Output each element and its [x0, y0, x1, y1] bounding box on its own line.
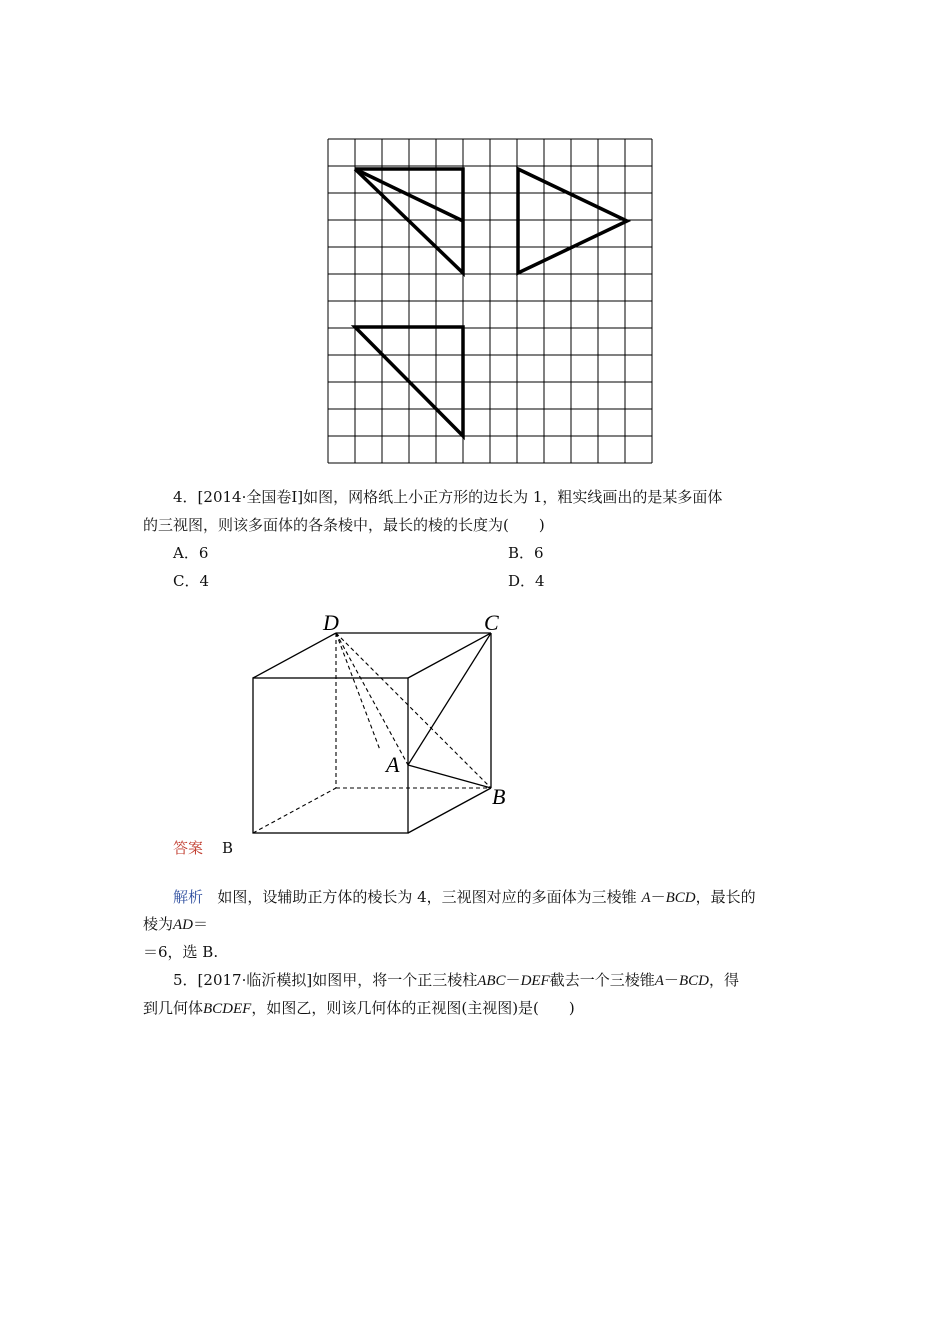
analysis-line1: 解析 如图，设辅助正方体的棱长为 4，三视图对应的多面体为三棱锥 A－BCD，最长的 [173, 888, 756, 906]
option-a[interactable]: A．6 [173, 544, 209, 562]
answer-value: B [222, 839, 234, 857]
answer-label: 答案 [173, 839, 204, 857]
analysis-line2: 棱为AD＝ [143, 915, 209, 933]
problem4-line2: 的三视图，则该多面体的各条棱中，最长的棱的长度为( ) [143, 516, 545, 534]
vertex-label-c: C [484, 610, 499, 635]
three-view-grid-figure [325, 134, 660, 466]
vertex-label-a: A [386, 752, 400, 777]
analysis-line3: ＝6，选 B. [143, 943, 219, 961]
option-d[interactable]: D．4 [508, 572, 545, 590]
problem4-line1: 4．[2014·全国卷Ⅰ]如图，网格纸上小正方形的边长为 1，粗实线画出的是某多面体 [173, 488, 723, 506]
problem5-line2: 到几何体BCDEF，如图乙，则该几何体的正视图(主视图)是( ) [143, 999, 575, 1017]
vertex-label-d: D [323, 610, 339, 635]
cube-figure [230, 600, 530, 860]
option-b[interactable]: B．6 [508, 544, 544, 562]
vertex-label-b: B [492, 784, 506, 809]
side-view-triangle [518, 169, 627, 273]
problem5-line1: 5．[2017·临沂模拟]如图甲，将一个正三棱柱ABC－DEF截去一个三棱锥A－BCD，得 [173, 971, 739, 989]
option-c[interactable]: C．4 [173, 572, 210, 590]
analysis-label: 解析 [173, 888, 204, 906]
